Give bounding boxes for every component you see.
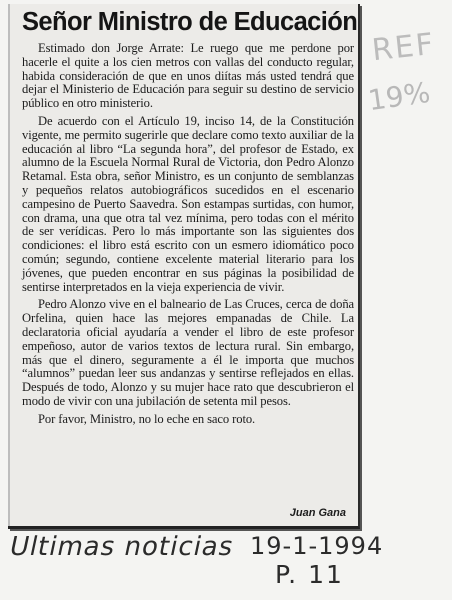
handwritten-percent-mark: 19% — [366, 75, 433, 118]
article-title: Señor Ministro de Educación — [22, 8, 358, 36]
article-body — [22, 42, 354, 431]
article-paragraph: De acuerdo con el Artículo 19, inciso 14, de la Constitución vigente, me permito sugerirle que declare como texto auxiliar de la educación al libro “La segunda hora”, del profesor de Estado, ex alumno de la Escuela Normal Rural de Victoria, don Pedro Alonzo Retamal. Esta obra, señor Ministro, es un conjunto de semblanzas y pequeños relatos autobiográficos sucedidos en el escenario campesino de Puerto Saavedra. Son estampas surtidas, con humor, con drama, una que otra tal vez mínima, pero todas con el mérito de ser verídicas. Pero lo más importante son las siguientes dos condiciones: el libro está escrito con un esmero idiomático poco común; segundo, contiene excelente material literario para los jóvenes, que pueden encontrar en sus páginas la posibilidad de sentirse interpretados en la vieja experiencia de vivir. — [22, 113, 354, 294]
article-paragraph: Pedro Alonzo vive en el balneario de Las Cruces, cerca de doña Orfelina, quien hace las mejores empanadas de Chile. La declaratoria oficial ayudaría a vender el libro de este profesor empeñoso, autor de varios textos de lectura rural. Sin embargo, más que el dinero, seguramente a él le importa que muchos “alumnos” puedan leer sus andanzas y sentirse reflejados en ellas. Después de todo, Alonzo y su mujer hace rato que descubrieron el modo de vivir con una jubilación de setenta mil pesos. — [22, 297, 354, 408]
handwritten-source-note: Ultimas noticias — [6, 532, 237, 562]
article-paragraph: Estimado don Jorge Arrate: Le ruego que me perdone por hacerle el quite a los cien metros con vallas del conducto regular, habida consideración de que en unos diítas más usted tendrá que dejar el Ministerio de Educación para seguir su destino de servicio público en otro ministerio. — [22, 41, 354, 111]
handwritten-ref-mark: REF — [370, 26, 437, 69]
handwritten-date-note: 19-1-1994 — [250, 532, 384, 560]
author-signature: Juan Gana — [289, 507, 346, 519]
article-paragraph: Por favor, Ministro, no lo eche en saco roto. — [38, 411, 256, 426]
newspaper-clipping — [8, 4, 360, 529]
handwritten-page-note: P. 11 — [275, 560, 344, 589]
